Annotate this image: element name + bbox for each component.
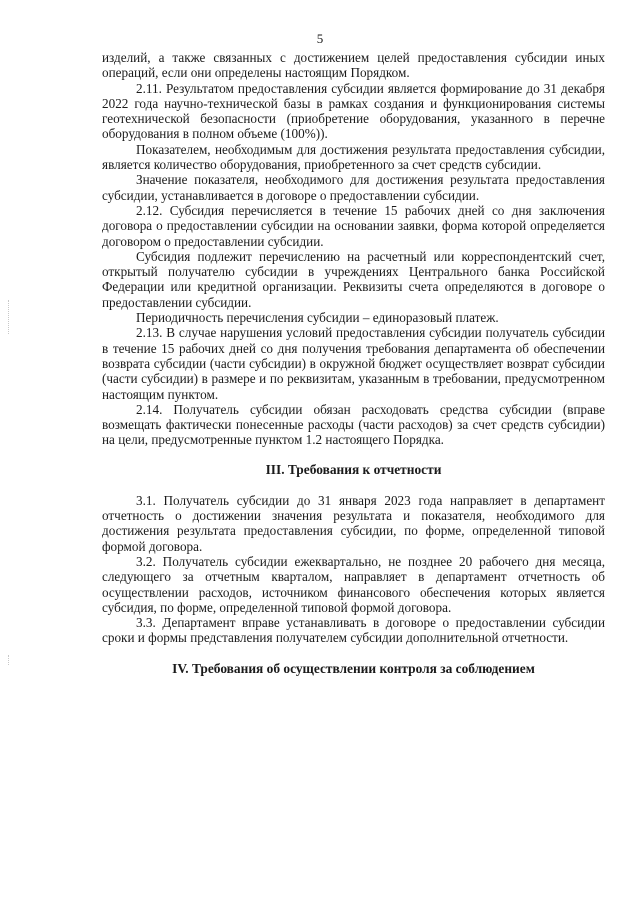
paragraph: Значение показателя, необходимого для достижения результата предоставления субсидии, устанавливается в договоре о предоставлении субсидии. (102, 172, 605, 203)
margin-mark (8, 655, 10, 665)
paragraph: Субсидия подлежит перечислению на расчетный или корреспондентский счет, открытый получателю субсидии в учреждениях Центрального банка Российской Федерации или кредитной организации. Реквизиты счета определяются в договоре о предоставлении субсидии. (102, 248, 605, 310)
paragraph: 2.11. Результатом предоставления субсидии является формирование до 31 декабря 2022 года научно-технической базы в рамках создания и функционирования системы геотехнической безопасности (приобретение оборудования, указанного в перечне оборудования в полном объеме (100%)). (102, 80, 605, 142)
paragraph: 3.2. Получатель субсидии ежеквартально, не позднее 20 рабочего дня месяца, следующего за отчетным кварталом, направляет в департамент отчетность об осуществлении расходов, источником финансового обеспечения которых является субсидия, по форме, определенной типовой формой договора. (102, 553, 605, 615)
paragraph: 2.13. В случае нарушения условий предоставления субсидии получатель субсидии в течение 15 рабочих дней со дня получения требования департамента об обеспечении возврата субсидии (части субсидии) в окружной бюджет осуществляет возврат субсидии (части субсидии) в размере и по реквизитам, указанным в требовании, предусмотренном настоящим пунктом. (102, 325, 605, 402)
paragraph: Показателем, необходимым для достижения результата предоставления субсидии, является количество оборудования, приобретенного за счет средств субсидии. (102, 141, 605, 173)
paragraph: Периодичность перечисления субсидии – единоразовый платеж. (136, 310, 499, 326)
paragraph: 2.14. Получатель субсидии обязан расходовать средства субсидии (вправе возмещать фактически понесенные расходы (части расходов) за счет средств субсидии) на цели, предусмотренные пунктом 1.2 настоящего Порядка. (102, 401, 605, 448)
document-body (102, 50, 605, 677)
paragraph: 3.3. Департамент вправе устанавливать в договоре о предоставлении субсидии сроки и формы представления получателем субсидии дополнительной отчетности. (102, 615, 605, 646)
scan-margin-marks (0, 0, 20, 905)
section-heading-4: IV. Требования об осуществлении контроля за соблюдением (172, 660, 535, 676)
section-heading-3: III. Требования к отчетности (265, 461, 442, 477)
page-number: 5 (316, 31, 324, 46)
margin-mark (8, 300, 10, 334)
paragraph: 3.1. Получатель субсидии до 31 января 2023 года направляет в департамент отчетность о достижении значения результата и показателя, необходимого для достижения результата предоставления субсидии, по форме, определенной типовой формой договора. (102, 492, 605, 554)
paragraph: изделий, а также связанных с достижением целей предоставления субсидии иных операций, если они определены настоящим Порядком. (102, 50, 605, 81)
paragraph: 2.12. Субсидия перечисляется в течение 15 рабочих дней со дня заключения договора о предоставлении субсидии на основании заявки, форма которой определяется договором о предоставлении субсидии. (102, 202, 605, 249)
